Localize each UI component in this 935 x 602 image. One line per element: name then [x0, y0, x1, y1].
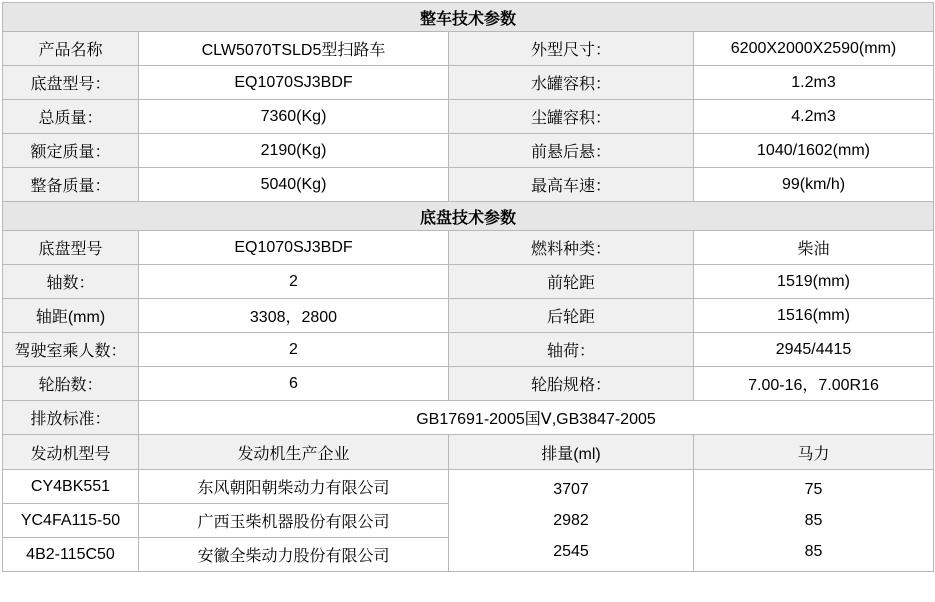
row-value: 99(km/h) — [694, 168, 934, 202]
engine-model: 4B2-115C50 — [3, 538, 139, 572]
row-value: EQ1070SJ3BDF — [139, 66, 449, 100]
row-label: 轴荷： — [449, 333, 694, 367]
chassis-section-header — [3, 202, 934, 231]
engine-maker: 广西玉柴机器股份有限公司 — [139, 504, 449, 538]
row-label: 后轮距 — [449, 299, 694, 333]
row-value: 2945/4415 — [694, 333, 934, 367]
engine-power: 85 — [804, 512, 823, 529]
row-value: 2 — [139, 333, 449, 367]
table-row — [3, 168, 934, 202]
engine-col-model: 发动机型号 — [3, 435, 139, 470]
row-label: 底盘型号 — [3, 231, 139, 265]
engine-table-header — [3, 435, 934, 470]
engine-power-group — [694, 470, 934, 572]
row-label: 轮胎数： — [3, 367, 139, 401]
row-label: 轴距(mm) — [3, 299, 139, 333]
engine-col-displacement: 排量(ml) — [449, 435, 694, 470]
row-value: CLW5070TSLD5型扫路车 — [139, 32, 449, 66]
row-value: 2190(Kg) — [139, 134, 449, 168]
row-label: 尘罐容积： — [449, 100, 694, 134]
row-label: 前轮距 — [449, 265, 694, 299]
row-value: 1519(mm) — [694, 265, 934, 299]
spec-table — [2, 2, 934, 572]
row-label: 轴数： — [3, 265, 139, 299]
engine-col-power: 马力 — [694, 435, 934, 470]
row-value: 3308，2800 — [139, 299, 449, 333]
row-label: 驾驶室乘人数： — [3, 333, 139, 367]
table-row — [3, 299, 934, 333]
emission-row — [3, 401, 934, 435]
row-label: 水罐容积： — [449, 66, 694, 100]
row-label: 产品名称 — [3, 32, 139, 66]
row-value: 6200X2000X2590(mm) — [694, 32, 934, 66]
table-row — [3, 100, 934, 134]
row-value: 1516(mm) — [694, 299, 934, 333]
row-label: 轮胎规格： — [449, 367, 694, 401]
engine-maker: 东风朝阳朝柴动力有限公司 — [139, 470, 449, 504]
row-value: 7360(Kg) — [139, 100, 449, 134]
table-row — [3, 333, 934, 367]
engine-model: CY4BK551 — [3, 470, 139, 504]
row-label: 燃料种类： — [449, 231, 694, 265]
row-value: 2 — [139, 265, 449, 299]
row-value: 1040/1602(mm) — [694, 134, 934, 168]
chassis-section-title: 底盘技术参数 — [3, 202, 934, 231]
table-row — [3, 32, 934, 66]
table-row — [3, 265, 934, 299]
row-label: 总质量： — [3, 100, 139, 134]
row-label: 底盘型号： — [3, 66, 139, 100]
table-row — [3, 66, 934, 100]
vehicle-section-header — [3, 3, 934, 32]
engine-col-maker: 发动机生产企业 — [139, 435, 449, 470]
row-label: 整备质量： — [3, 168, 139, 202]
row-label: 额定质量： — [3, 134, 139, 168]
row-label: 最高车速： — [449, 168, 694, 202]
engine-displacement: 2545 — [553, 543, 589, 560]
row-value: 5040(Kg) — [139, 168, 449, 202]
emission-value: GB17691-2005国Ⅴ,GB3847-2005 — [139, 401, 934, 435]
engine-power: 75 — [804, 481, 823, 498]
row-label: 外型尺寸： — [449, 32, 694, 66]
row-value: EQ1070SJ3BDF — [139, 231, 449, 265]
row-value: 7.00-16，7.00R16 — [694, 367, 934, 401]
engine-power: 85 — [804, 543, 823, 560]
row-value: 柴油 — [694, 231, 934, 265]
row-value: 6 — [139, 367, 449, 401]
engine-model: YC4FA115-50 — [3, 504, 139, 538]
row-value: 1.2m3 — [694, 66, 934, 100]
vehicle-section-title: 整车技术参数 — [3, 3, 934, 32]
engine-displacement: 2982 — [553, 512, 589, 529]
engine-displacement: 3707 — [553, 481, 589, 498]
row-label: 前悬后悬： — [449, 134, 694, 168]
emission-label: 排放标准： — [3, 401, 139, 435]
engine-displacement-group — [449, 470, 694, 572]
table-row — [3, 367, 934, 401]
table-row — [3, 231, 934, 265]
row-value: 4.2m3 — [694, 100, 934, 134]
engine-row — [3, 470, 934, 504]
table-row — [3, 134, 934, 168]
engine-maker: 安徽全柴动力股份有限公司 — [139, 538, 449, 572]
